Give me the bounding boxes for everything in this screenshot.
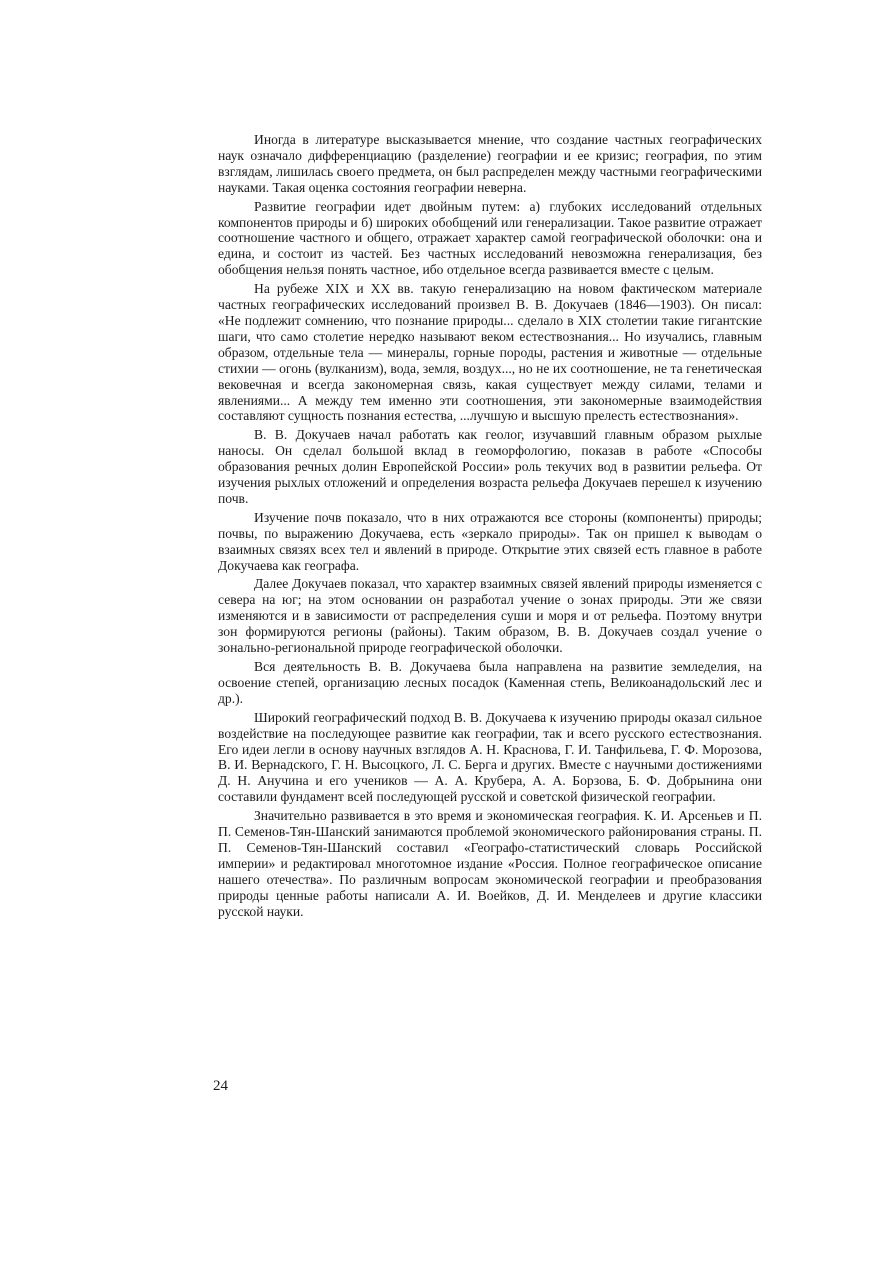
body-text xyxy=(218,132,762,923)
paragraph: Далее Докучаев показал, что характер взаимных связей явлений природы изменяется с севера на юг; на этом основании он разработал учение о зонах природы. Эти же связи изменяются и в зависимости от распределения суши и моря и от рельефа. Поэтому внутри зон формируются регионы (районы). Таким образом, В. В. Докучаев создал учение о зонально-региональной природе географической оболочки. xyxy=(218,576,762,656)
paragraph: Значительно развивается в это время и экономическая география. К. И. Арсеньев и П. П. Семенов-Тян-Шанский занимаются проблемой экономического районирования страны. П. П. Семенов-Тян-Шанский составил «Географо-статистический словарь Российской империи» и редактировал многотомное издание «Россия. Полное географическое описание нашего отечества». По различным вопросам экономической географии и преобразования природы ценные работы написали А. И. Воейков, Д. И. Менделеев и другие классики русской науки. xyxy=(218,808,762,919)
paragraph: На рубеже XIX и XX вв. такую генерализацию на новом фактическом материале частных географических исследований произвел В. В. Докучаев (1846—1903). Он писал: «Не подлежит сомнению, что познание природы... сделало в XIX столетии такие гигантские шаги, что само столетие нередко называют веком естествознания... Но изучались, главным образом, отдельные тела — минералы, горные породы, растения и животные — отдельные стихии — огонь (вулканизм), вода, земля, воздух..., но не их соотношение, не та генетическая вековечная и всегда закономерная связь, какая существует между силами, телами и явлениями... А между тем именно эти соотношения, эти закономерные взаимодействия составляют сущность познания естества, ...лучшую и высшую прелесть естествознания». xyxy=(218,281,762,424)
paragraph: Иногда в литературе высказывается мнение, что создание частных географических наук означало дифференциацию (разделение) географии и ее кризис; география, по этим взглядам, лишилась своего предмета, он был распределен между частными географическими науками. Такая оценка состояния географии неверна. xyxy=(218,132,762,195)
paragraph: Изучение почв показало, что в них отражаются все стороны (компоненты) природы; почвы, по выражению Докучаева, есть «зеркало природы». Так он пришел к выводам о взаимных связях всех тел и явлений в природе. Открытие этих связей есть главное в работе Докучаева как географа. xyxy=(218,509,762,573)
paragraph: Вся деятельность В. В. Докучаева была направлена на развитие земледелия, на освоение степей, организацию лесных посадок (Каменная степь, Великоанадольский лес и др.). xyxy=(218,659,762,706)
page-number: 24 xyxy=(213,1078,228,1094)
paragraph: Развитие географии идет двойным путем: а) глубоких исследований отдельных компонентов природы и б) широких обобщений или генерализации. Такое развитие отражает соотношение частного и общего, отражает характер самой географической оболочки: она и едина, и состоит из частей. Без частных исследований невозможна генерализация, без обобщения нельзя понять частное, ибо отдельное всегда развивается вместе с целым. xyxy=(218,198,762,278)
paragraph: Широкий географический подход В. В. Докучаева к изучению природы оказал сильное воздействие на последующее развитие как географии, так и всего русского естествознания. Его идеи легли в основу научных взглядов А. Н. Краснова, Г. И. Танфильева, Г. Ф. Морозова, В. И. Вернадского, Г. Н. Высоцкого, Л. С. Берга и других. Вместе с научными достижениями Д. Н. Анучина и его учеников — А. А. Крубера, А. А. Борзова, Б. Ф. Добрынина они составили фундамент всей последующей русской и советской физической географии. xyxy=(218,709,762,805)
paragraph: В. В. Докучаев начал работать как геолог, изучавший главным образом рыхлые наносы. Он сделал большой вклад в геоморфологию, показав в работе «Способы образования речных долин Европейской России» роль текучих вод в развитии рельефа. От изучения рыхлых отложений и определения возраста рельефа Докучаев перешел к изучению почв. xyxy=(218,427,762,506)
